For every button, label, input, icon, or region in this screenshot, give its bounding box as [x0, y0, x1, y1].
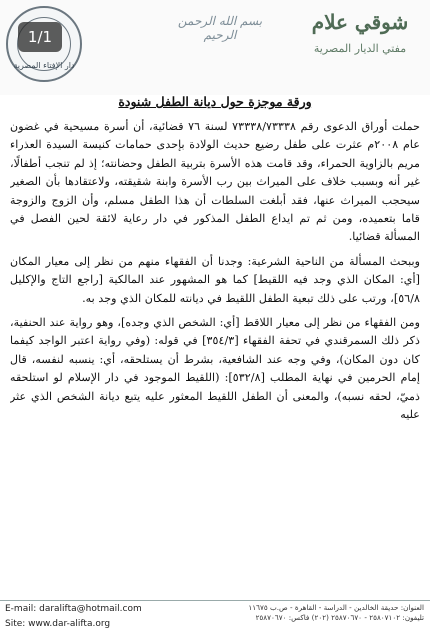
letterhead: [0, 0, 430, 95]
footer-address: [194, 603, 424, 623]
page-counter-badge[interactable]: 1/1: [18, 22, 62, 52]
paragraph: وببحث المسألة من الناحية الشرعية: وجدنا أن الفقهاء منهم من نظر إلى معيار المكان [أي: المكان الذي وجد فيه اللقيط] كما هو المشهور عند المالكية [راجع التاج والإكليل ٥٦/٨]، ورتب على ذلك تبعية الطفل اللقيط في ديانته للمكان الذي وجد به.: [10, 254, 420, 305]
footer-email[interactable]: E-mail: daralifta@hotmail.com: [5, 604, 142, 614]
paragraph: ومن الفقهاء من نظر إلى معيار اللاقط [أي: الشخص الذي وجده]، وهو رواية عند الحنفية، ذكر ذلك السمرقندي في تحفة الفقهاء [٣٥٤/٣] في قوله: (وفي رواية اعتبر الواجد كيفما كان دون المكان)، وفي وجه عند الشافعية، بشرط أن يستلحقه، أي: ينسبه لنفسه، قال إمام الحرمين في نهاية المطلب [٥٣٢/٨]: (اللقيط الموجود في دار الإسلام لو استلحقه ذميّ، لحقه نسبه)، والمعنى أن الطفل اللقيط المعثور عليه يتبع ديانة الشخص الذي عثر عليه: [10, 316, 420, 422]
phone-line: تليفون: ٢٥٨٠٧١٠٢ - ٢٥٨٧٠٦٧٠ (٢٠٢) فاكس: ٢٥٨٧٠٦٧٠: [255, 613, 424, 622]
mufti-name: شوقي علام: [311, 10, 409, 34]
paragraph: حملت أوراق الدعوى رقم ٧٣٣٣٨/٧٣٣٣٨ لسنة ٧٦ قضائية، أن أسرة مسيحية في غضون عام ٢٠٠٨م عثرت على طفل رضيع حديث الولادة بإحدى حمامات كنيسة السيدة العذراء مريم بالزاوية الحمراء، وقد قامت هذه الأسرة بتربية الطفل وحضانته؛ إذ لم تنجب أطفالًا، غير أنه وبسبب خلاف على الميراث بين رب الأسرة وابنة شقيقته، ولاعتقادها بأن الصغير سيحجب الميراث عنها، فقد أبلغت السلطات أن هذا الطفل مسلم، وأن الزوج والزوجة قاما بتعميده، ومن ثم تم ايداع الطفل المذكور في دار رعاية لائقة لحين الفصل في المسألة قضائيا.: [10, 120, 420, 244]
document-body: [10, 118, 420, 592]
address-line: العنوان: حديقة الخالدين - الدراسة - القاهرة - ص.ب ١١٦٧٥: [248, 603, 424, 612]
footer: [0, 600, 430, 641]
mufti-title: مفتي الديار المصرية: [313, 42, 407, 55]
seal-text: دار الإفتاء المصرية: [13, 61, 75, 70]
footer-website[interactable]: Site: www.dar-alifta.org: [5, 619, 111, 629]
basmala: بسم الله الرحمن الرحيم: [177, 14, 263, 42]
document-title: ورقة موجزة حول ديانة الطفل شنودة: [118, 94, 312, 109]
